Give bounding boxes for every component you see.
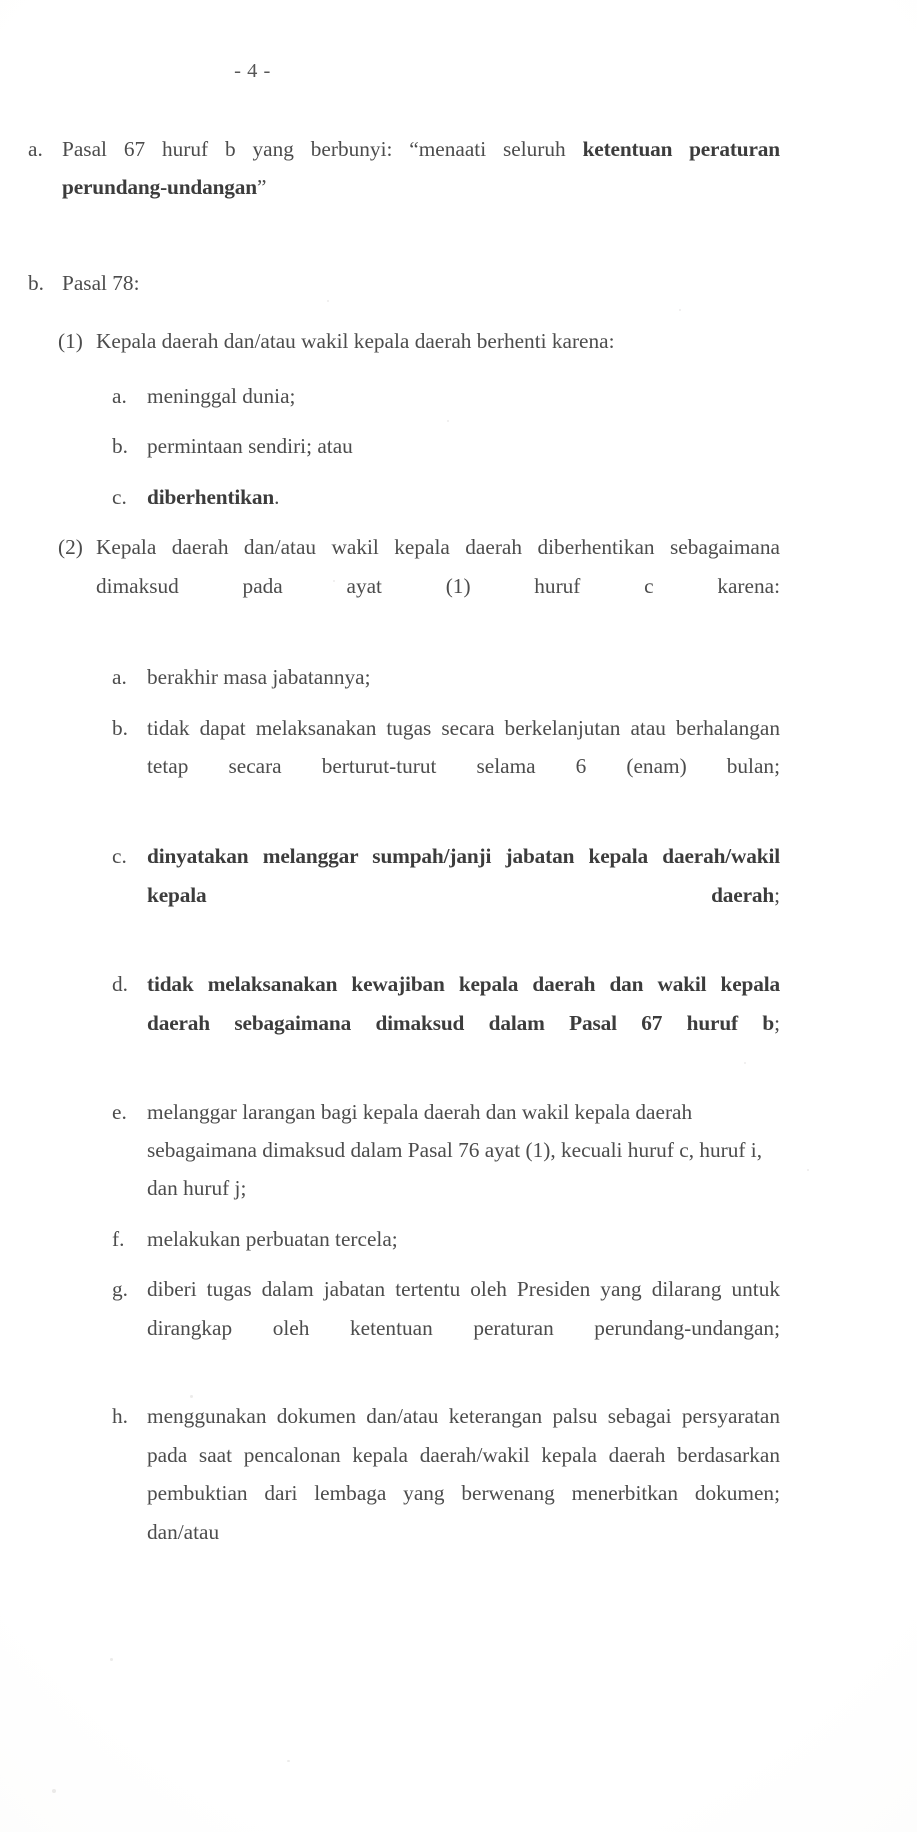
- list-item-text: [96, 322, 780, 360]
- list-item: [112, 658, 780, 696]
- list-item: [112, 709, 780, 824]
- list-item: [112, 478, 780, 516]
- list-item-marker: b.: [112, 715, 128, 740]
- list-item: [58, 322, 780, 360]
- bold-run: dinyatakan melanggar sumpah/janji jabatan kepala daerah/wakil kepala daerah: [147, 844, 780, 907]
- list-item-text: [147, 1093, 780, 1208]
- list-item: [112, 837, 780, 952]
- text-run: ”: [256, 175, 267, 200]
- list-item-text: [147, 1220, 780, 1258]
- list-item: [112, 1220, 780, 1258]
- list-item-marker: a.: [28, 137, 43, 161]
- text-run: ;: [774, 1010, 780, 1035]
- list-item: [28, 130, 780, 245]
- document-body: [28, 130, 780, 1589]
- list-item: [112, 1093, 780, 1208]
- list-item-marker: c.: [112, 844, 127, 869]
- list-item-text: [147, 1270, 780, 1385]
- text-run: berakhir masa jabatannya;: [147, 665, 371, 690]
- text-run: melakukan perbuatan tercela;: [147, 1226, 398, 1251]
- text-run: permintaan sendiri; atau: [147, 434, 353, 459]
- list-item-marker: a.: [112, 384, 127, 409]
- list-item-text: [147, 377, 780, 415]
- list-item-text: [96, 528, 780, 643]
- list-item: [112, 1397, 780, 1589]
- text-run: meninggal dunia;: [147, 384, 296, 409]
- list-item-text: [62, 264, 780, 302]
- list-item-marker: b.: [112, 434, 128, 459]
- list-item-marker: h.: [112, 1404, 128, 1429]
- list-item: [58, 528, 780, 643]
- text-run: menggunakan dokumen dan/atau keterangan palsu sebagai persyaratan pada saat pencalonan kepala daerah/wakil kepala daerah berdasarkan pembuktian dari lembaga yang berwenang menerbitkan dokumen; dan/atau: [147, 1404, 780, 1544]
- list-item: [112, 1270, 780, 1385]
- list-item-marker: (1): [58, 328, 83, 353]
- text-run: tidak dapat melaksanakan tugas secara berkelanjutan atau berhalangan tetap secara berturut-turut selama 6 (enam) bulan;: [147, 715, 780, 779]
- text-run: Kepala daerah dan/atau wakil kepala daerah berhenti karena:: [96, 328, 615, 353]
- list-item-marker: c.: [112, 484, 127, 509]
- text-run: ;: [774, 882, 780, 907]
- list-item-marker: e.: [112, 1099, 127, 1124]
- list-item-marker: b.: [28, 271, 44, 296]
- list-item-text: [62, 130, 780, 245]
- list-item-marker: g.: [112, 1277, 128, 1302]
- list-item-text: [147, 837, 780, 952]
- text-run: diberi tugas dalam jabatan tertentu oleh Presiden yang dilarang untuk dirangkap oleh ketentuan peraturan perundang-undangan;: [147, 1277, 780, 1340]
- bold-run: tidak melaksanakan kewajiban kepala daerah dan wakil kepala daerah sebagaimana dimaksud dalam Pasal 67 huruf b: [147, 972, 780, 1035]
- list-item-marker: d.: [112, 972, 128, 997]
- list-item-text: [147, 1397, 780, 1589]
- text-run: Kepala daerah dan/atau wakil kepala daerah diberhentikan sebagaimana dimaksud pada ayat (1) huruf c karena:: [96, 535, 780, 598]
- list-item-text: [147, 478, 780, 516]
- list-item-marker: f.: [112, 1226, 125, 1251]
- text-run: Pasal 67 huruf b yang berbunyi: “menaati seluruh: [62, 137, 583, 161]
- list-item-marker: (2): [58, 535, 83, 560]
- list-item: [112, 427, 780, 465]
- list-item-text: [147, 658, 780, 696]
- bold-run: ketentuan peraturan perundang-undangan: [62, 137, 780, 200]
- list-item: [28, 264, 780, 302]
- list-item-text: [147, 965, 780, 1080]
- list-item: [112, 965, 780, 1080]
- list-item-text: [147, 427, 780, 465]
- page-number: - 4 -: [234, 60, 271, 82]
- text-run: melanggar larangan bagi kepala daerah dan wakil kepala daerah sebagaimana dimaksud dalam Pasal 76 ayat (1), kecuali huruf c, huruf i, dan huruf j;: [147, 1099, 763, 1201]
- list-item: [112, 377, 780, 415]
- text-run: Pasal 78:: [62, 271, 140, 296]
- list-item-text: [147, 709, 780, 824]
- list-item-marker: a.: [112, 665, 127, 690]
- bold-run: diberhentikan: [147, 484, 275, 509]
- text-run: .: [274, 484, 280, 509]
